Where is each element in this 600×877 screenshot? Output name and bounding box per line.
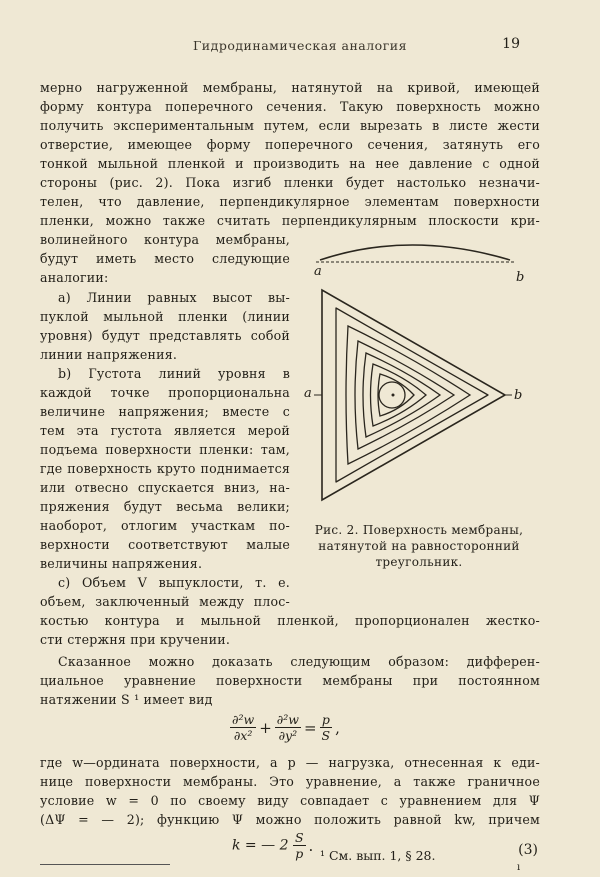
column-line: аналогии: xyxy=(40,270,109,285)
numerator: S xyxy=(294,830,304,845)
denominator: ∂x² xyxy=(233,728,253,743)
body-line: циальное уравнение поверхности мембраны при постоянном xyxy=(40,673,540,688)
footnote-rule xyxy=(40,864,170,865)
stray-mark: ı xyxy=(517,862,521,873)
equation-number: (3) xyxy=(518,842,538,858)
column-line: пуклой мыльной пленки (линии xyxy=(40,309,290,324)
body-line: нице поверхности мембраны. Это уравнение, а также граничное xyxy=(40,774,540,789)
page-number: 19 xyxy=(502,36,520,52)
column-line: или отвесно спускается вниз, на- xyxy=(40,480,290,495)
fraction xyxy=(230,712,256,743)
column-line: где поверхность круто поднимается xyxy=(40,461,290,476)
caption-line: треугольник. xyxy=(375,555,463,569)
equation-lhs: k = — 2 xyxy=(232,837,289,854)
denominator: p xyxy=(295,846,304,861)
body-line: тонкой мыльной пленкой и производить на нее давление с одной xyxy=(40,156,540,171)
membrane-profile-curve xyxy=(320,245,510,260)
equation-3 xyxy=(232,830,316,861)
denominator: ∂y² xyxy=(278,728,298,743)
footnote: ¹ См. вып. 1, § 28. xyxy=(320,848,436,863)
body-line: отверстие, имеющее форму поперечного сечения, затянуть его xyxy=(40,137,540,152)
column-line: уровня) будут представлять собой xyxy=(40,328,290,343)
level-line-4 xyxy=(363,353,440,437)
figure-label-a-side: a xyxy=(304,386,312,401)
fraction xyxy=(320,712,333,743)
comma: , xyxy=(335,718,340,737)
body-line: объем, заключенный между плос- xyxy=(40,594,290,609)
column-line: пряжения будут весьма велики; xyxy=(40,499,290,514)
column-line: a) Линии равных высот вы- xyxy=(58,290,290,305)
fraction xyxy=(275,712,301,743)
column-line: каждой точке пропорциональна xyxy=(40,385,290,400)
body-line: стороны (рис. 2). Пока изгиб пленки будет настолько незначи- xyxy=(40,175,540,190)
figure-label-a-top: a xyxy=(314,264,322,279)
fraction xyxy=(293,830,306,861)
numerator: p xyxy=(320,712,333,728)
apex-point xyxy=(392,394,395,397)
body-line: получить экспериментальным путем, если вырезать в листе жести xyxy=(40,118,540,133)
body-line: Сказанное можно доказать следующим образом: дифферен- xyxy=(58,654,540,669)
numerator: ∂²w xyxy=(232,712,255,727)
body-line: сти стержня при кручении. xyxy=(40,632,231,647)
body-line: форму контура поперечного сечения. Такую поверхность можно xyxy=(40,99,540,114)
numerator: ∂²w xyxy=(276,712,299,727)
body-line: (ΔΨ = — 2); функцию Ψ можно положить равной kw, причем xyxy=(40,812,540,827)
figure-2 xyxy=(300,238,540,538)
equation-laplace xyxy=(230,712,343,743)
column-line: подъема поверхности пленки: там, xyxy=(40,442,290,457)
plus-sign: + xyxy=(259,718,272,737)
level-line-2 xyxy=(346,326,470,464)
column-line: величины напряжения. xyxy=(40,556,203,571)
column-line: волинейного контура мембраны, xyxy=(40,232,290,247)
column-line: b) Густота линий уровня в xyxy=(58,366,290,381)
body-line: телен, что давление, перпендикулярное элементам поверхности xyxy=(40,194,540,209)
denominator: S xyxy=(321,728,331,743)
body-line: условие w = 0 по своему виду совпадает с уравнением для Ψ xyxy=(40,793,540,808)
column-line: c) Объем V выпуклости, т. е. xyxy=(58,575,290,590)
equals-sign: = xyxy=(303,718,317,737)
column-line: наоборот, отлогим участкам по- xyxy=(40,518,290,533)
period: . xyxy=(308,836,314,855)
caption-line: натянутой на равносторонний xyxy=(318,539,520,553)
level-line-1 xyxy=(336,308,488,482)
column-line: линии напряжения. xyxy=(40,347,178,362)
body-line: костью контура и мыльной пленкой, пропорционален жестко- xyxy=(40,613,540,628)
membrane-diagram xyxy=(300,238,540,538)
figure-caption xyxy=(298,522,540,570)
figure-label-b-side: b xyxy=(514,388,523,403)
caption-line: Рис. 2. Поверхность мембраны, xyxy=(314,523,524,537)
column-line: верхности соответствуют малые xyxy=(40,537,290,552)
body-line: натяжении S ¹ имеет вид xyxy=(40,692,213,707)
running-title: Гидродинамическая аналогия xyxy=(193,38,407,53)
column-line: будут иметь место следующие xyxy=(40,251,290,266)
body-line: где w—ордината поверхности, а p — нагрузка, отнесенная к еди- xyxy=(40,755,540,770)
level-line-6 xyxy=(378,374,414,416)
page-header xyxy=(0,38,600,58)
figure-label-b-top: b xyxy=(516,270,525,285)
column-line: тем эта густота является мерой xyxy=(40,423,290,438)
body-line: пленки, можно также считать перпендикулярным плоскости кри- xyxy=(40,213,540,228)
body-line: мерно нагруженной мембраны, натянутой на кривой, имеющей xyxy=(40,80,540,95)
column-line: величине напряжения; вместе с xyxy=(40,404,290,419)
